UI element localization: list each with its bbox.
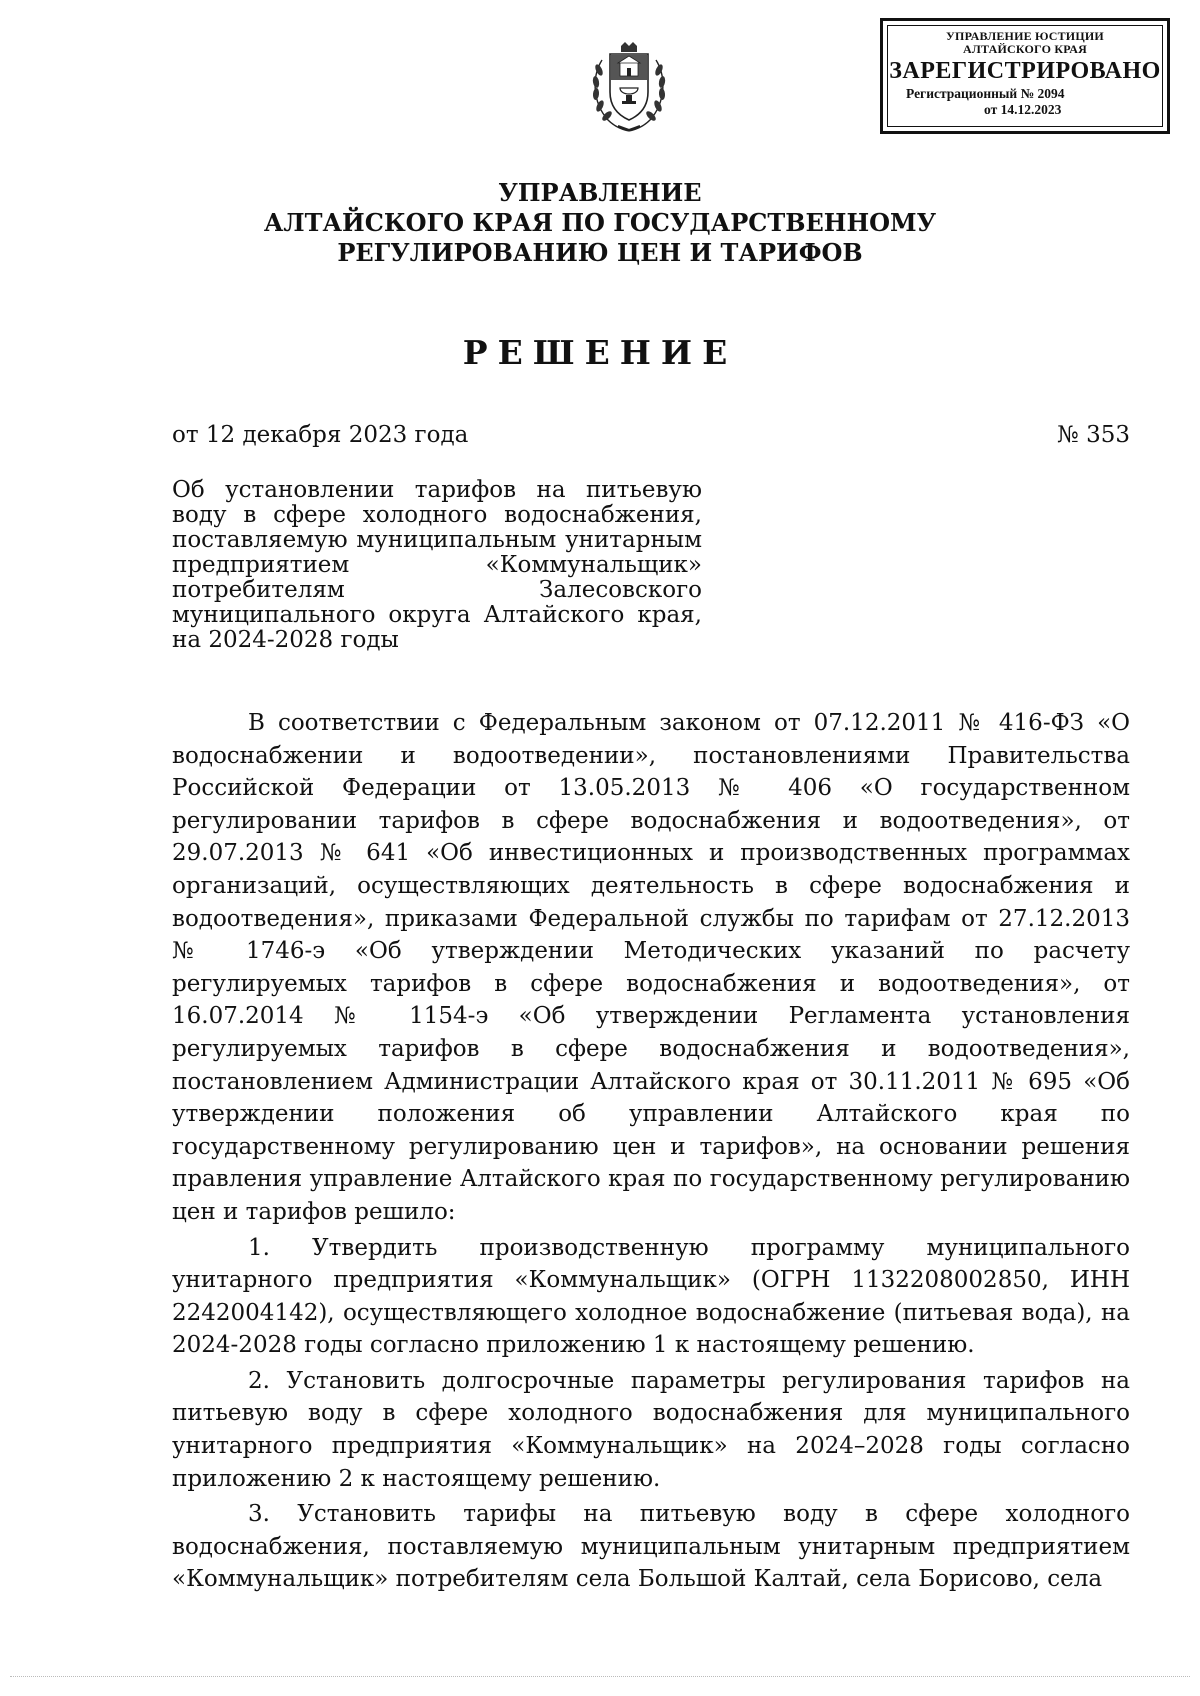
scan-edge-line <box>10 1676 1190 1677</box>
altai-krai-coat-of-arms-icon <box>588 40 670 134</box>
document-type-title: РЕШЕНИЕ <box>462 333 738 372</box>
stamp-reg-date: от 14.12.2023 <box>984 102 1062 117</box>
body-item-1: 1. Утвердить производственную программу муниципального унитарного предприятия «Коммунальщик» (ОГРН 1132208002850, ИНН 2242004142), осуществляющего холодное водоснабжение (питьевая вода), на 2024-2028 годы согласно приложению 1 к настоящему решению. <box>172 1234 1130 1359</box>
issuing-authority-line3: РЕГУЛИРОВАНИЮ ЦЕН И ТАРИФОВ <box>337 238 863 267</box>
subject-line: на 2024-2028 годы <box>172 627 399 653</box>
registration-stamp <box>880 18 1170 134</box>
document-number: № 353 <box>1057 422 1130 448</box>
stamp-org-line1: УПРАВЛЕНИЕ ЮСТИЦИИ <box>946 29 1104 43</box>
stamp-status: ЗАРЕГИСТРИРОВАНО <box>889 58 1161 84</box>
document-date: от 12 декабря 2023 года <box>172 422 469 448</box>
subject-line: поставляемую муниципальным унитарным <box>172 527 702 553</box>
stamp-org-line2: АЛТАЙСКОГО КРАЯ <box>963 42 1087 56</box>
issuing-authority <box>200 178 1000 268</box>
subject-line: потребителям Залесовского <box>172 577 702 603</box>
issuing-authority-line1: УПРАВЛЕНИЕ <box>498 178 702 207</box>
body-item-2: 2. Установить долгосрочные параметры регулирования тарифов на питьевую воду в сфере холодного водоснабжения для муниципального унитарного предприятия «Коммунальщик» на 2024–2028 годы согласно приложению 2 к настоящему решению. <box>172 1367 1130 1492</box>
stamp-reg-number: Регистрационный № 2094 <box>906 86 1065 101</box>
body-item-3: 3. Установить тарифы на питьевую воду в сфере холодного водоснабжения, поставляемую муниципальным унитарным предприятием «Коммунальщик» потребителям села Большой Калтай, села Борисово, села <box>172 1501 1130 1593</box>
issuing-authority-line2: АЛТАЙСКОГО КРАЯ ПО ГОСУДАРСТВЕННОМУ <box>263 208 937 237</box>
subject-line: муниципального округа Алтайского края, <box>172 602 702 628</box>
document-subject <box>172 478 702 653</box>
subject-line: воду в сфере холодного водоснабжения, <box>172 502 702 528</box>
registration-stamp-inner <box>887 25 1163 127</box>
subject-line: предприятием «Коммунальщик» <box>172 552 702 578</box>
document-body <box>172 707 1130 1596</box>
body-preamble: В соответствии с Федеральным законом от 07.12.2011 № 416-ФЗ «О водоснабжении и водоотведении», постановлениями Правительства Российской Федерации от 13.05.2013 № 406 «О государственном регулировании тарифов в сфере водоснабжения и водоотведения», от 29.07.2013 № 641 «Об инвестиционных и производственных программах организаций, осуществляющих деятельность в сфере водоснабжения и водоотведения», приказами Федеральной службы по тарифам от 27.12.2013 № 1746-э «Об утверждении Методических указаний по расчету регулируемых тарифов в сфере водоснабжения и водоотведения», от 16.07.2014 № 1154-э «Об утверждении Регламента установления регулируемых тарифов в сфере водоснабжения и водоотведения», постановлением Администрации Алтайского края от 30.11.2011 № 695 «Об утверждении положения об управлении Алтайского края по государственному регулированию цен и тарифов», на основании решения правления управление Алтайского края по государственному регулированию цен и тарифов решило: <box>172 710 1130 1225</box>
subject-line: Об установлении тарифов на питьевую <box>172 477 702 503</box>
